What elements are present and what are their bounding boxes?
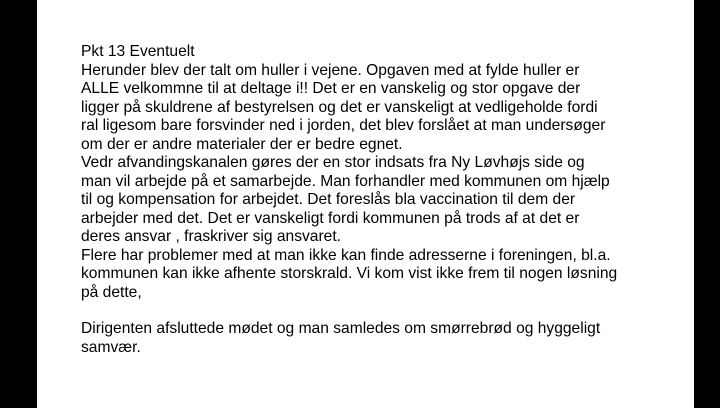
text-line: på dette, <box>81 283 142 301</box>
text-line: Dirigenten afsluttede mødet og man samledes om smørrebrød og hyggeligt <box>81 320 601 337</box>
paragraph-roads <box>81 62 681 155</box>
text-line: ral ligesom bare forsvinder ned i jorden, det blev forslået at man undersøger <box>81 117 606 134</box>
text-line: arbejder med det. Det er vanskeligt fordi kommunen på trods af at det er <box>81 209 580 227</box>
text-line: Herunder blev der talt om huller i vejene. Opgaven med at fylde huller er <box>81 61 580 79</box>
text-line: kommunen kan ikke afhente storskrald. Vi kom vist ikke frem til nogen løsning <box>81 265 618 282</box>
text-line: deres ansvar , fraskriver sig ansvaret. <box>81 228 341 245</box>
text-line: ALLE velkommne til at deltage i!! Det er en vanskelig og stor opgave der <box>81 80 581 97</box>
paragraph-addresses <box>81 247 681 303</box>
text-line: om der er andre materialer der er bedre egnet. <box>81 135 403 153</box>
text-line: Flere har problemer med at man ikke kan finde adresserne i foreningen, bl.a. <box>81 246 611 264</box>
text-line: Vedr afvandingskanalen gøres der en stor indsats fra Ny Løvhøjs side og <box>81 154 585 171</box>
paragraph-closing <box>81 320 681 357</box>
text-line: til og kompensation for arbejdet. Det foreslås bla vaccination til dem der <box>81 191 576 208</box>
paragraph-drainage <box>81 154 681 247</box>
document-page <box>37 0 694 408</box>
text-line: man vil arbejde på et samarbejde. Man forhandler med kommunen om hjælp <box>81 172 610 190</box>
paragraph-spacer <box>81 302 681 320</box>
text-line: ligger på skuldrene af bestyrelsen og det er vanskeligt at vedligeholde fordi <box>81 98 598 116</box>
text-line: samvær. <box>81 338 141 356</box>
document-body <box>81 43 681 357</box>
section-heading: Pkt 13 Eventuelt <box>81 43 195 60</box>
